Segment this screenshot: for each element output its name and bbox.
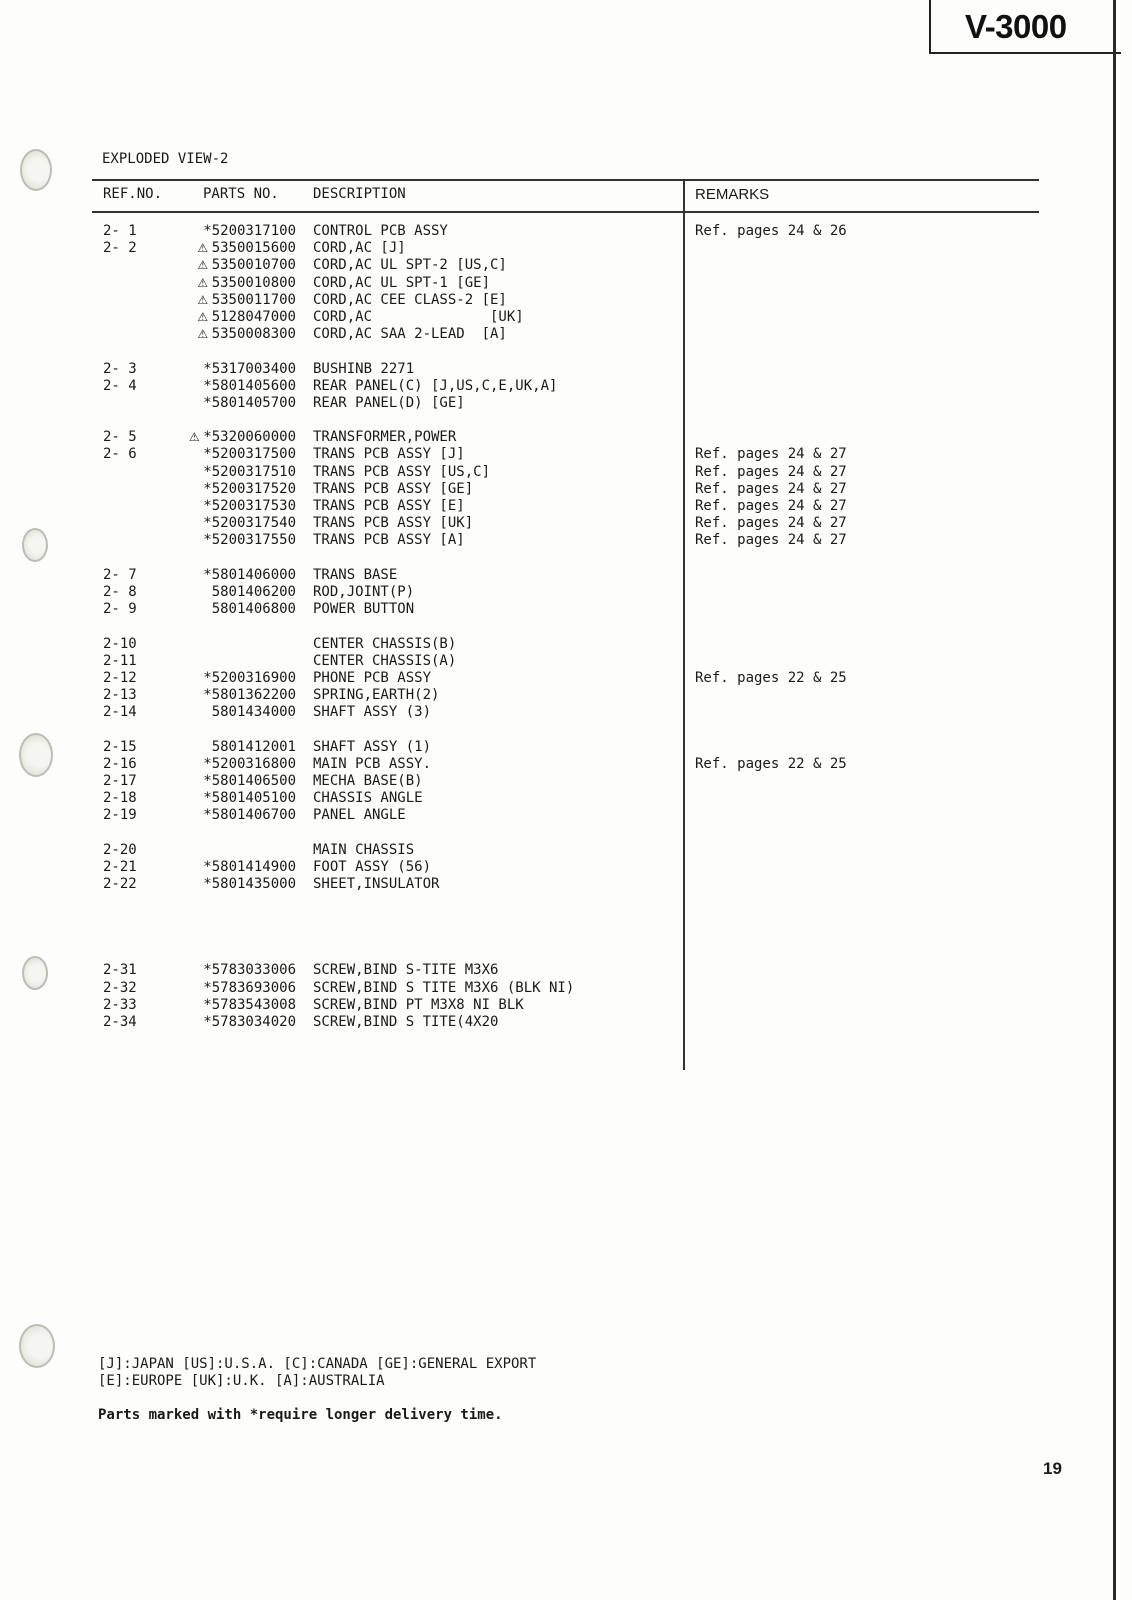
table-row [0, 464, 1132, 481]
ref-no: 2-32 [103, 979, 137, 996]
part-description: BUSHINB 2271 [313, 360, 415, 377]
ref-no: 2- 9 [103, 601, 137, 618]
binder-hole [19, 1324, 55, 1368]
region-legend [98, 1356, 536, 1390]
remarks: Ref. pages 24 & 27 [695, 463, 847, 480]
table-row [0, 876, 1132, 893]
part-description: SPRING,EARTH(2) [313, 687, 440, 704]
part-description: TRANS PCB ASSY [E] [313, 498, 465, 514]
ref-no: 2-17 [103, 773, 137, 789]
table-row [0, 395, 1132, 412]
part-number: *5801406500 [203, 773, 296, 789]
table-row [0, 1014, 1132, 1031]
part-description: REAR PANEL(C) [J,US,C,E,UK,A] [313, 377, 558, 394]
table-row [0, 653, 1132, 670]
part-number: 5350010700 [211, 257, 296, 274]
model-title: V-3000 [965, 8, 1067, 45]
part-number: *5200316800 [203, 755, 296, 772]
part-number: *5801406000 [203, 566, 296, 583]
ref-no: 2-18 [103, 790, 137, 807]
ref-no: 2-16 [103, 755, 137, 772]
part-number: *5200317540 [203, 515, 296, 532]
part-description: CORD,AC UL SPT-1 [GE] [313, 274, 491, 291]
table-row [0, 807, 1132, 824]
part-number: *5801362200 [203, 687, 296, 704]
part-number: *5200317520 [203, 480, 296, 497]
part-description: POWER BUTTON [313, 601, 415, 618]
remarks: Ref. pages 22 & 25 [695, 755, 847, 772]
table-row [0, 378, 1132, 395]
part-number: 5350008300 [211, 326, 296, 343]
part-number: 5350015600 [211, 240, 296, 257]
table-row [0, 739, 1132, 756]
part-number: *5783034020 [203, 1013, 296, 1030]
part-description: CENTER CHASSIS(B) [313, 635, 457, 652]
part-description: SCREW,BIND S TITE(4X20 [313, 1013, 499, 1030]
ref-no: 2- 8 [103, 583, 137, 600]
ref-no: 2-34 [103, 1013, 137, 1030]
header-remarks: REMARKS [695, 186, 770, 203]
part-description: CORD,AC [J] [313, 240, 406, 257]
remarks: Ref. pages 24 & 27 [695, 446, 847, 463]
part-description: TRANS PCB ASSY [US,C] [313, 463, 491, 480]
remarks: Ref. pages 24 & 27 [695, 498, 847, 514]
table-row [0, 773, 1132, 790]
safety-warning-icon: ⚠ [197, 275, 209, 290]
part-description: TRANS PCB ASSY [A] [313, 532, 465, 549]
safety-warning-icon: ⚠ [197, 258, 209, 273]
ref-no: 2-22 [103, 876, 137, 893]
part-number: *5200317550 [203, 532, 296, 549]
header-description: DESCRIPTION [313, 186, 406, 202]
part-number: *5801405100 [203, 790, 296, 807]
table-row [0, 670, 1132, 687]
ref-no: 2-14 [103, 704, 137, 721]
safety-warning-icon: ⚠ [197, 241, 209, 256]
table-top-rule [92, 179, 1039, 181]
table-row [0, 601, 1132, 618]
ref-no: 2-20 [103, 841, 137, 858]
part-description: MAIN CHASSIS [313, 841, 415, 858]
part-number: *5200317530 [203, 498, 296, 514]
part-number: *5801405600 [203, 377, 296, 394]
part-number: 5801434000 [211, 704, 296, 721]
part-number: 5350011700 [211, 291, 296, 308]
remarks: Ref. pages 24 & 27 [695, 480, 847, 497]
section-title: EXPLODED VIEW-2 [102, 151, 229, 167]
table-row [0, 584, 1132, 601]
part-number: *5200317100 [203, 223, 296, 239]
remarks: Ref. pages 24 & 27 [695, 515, 847, 532]
part-description: PANEL ANGLE [313, 807, 406, 824]
table-row [0, 567, 1132, 584]
page-number: 19 [1043, 1459, 1062, 1478]
part-description: TRANSFORMER,POWER [313, 429, 457, 446]
part-description: SCREW,BIND S TITE M3X6 (BLK NI) [313, 979, 575, 996]
part-number: 5128047000 [211, 308, 296, 325]
table-row [0, 446, 1132, 463]
table-row [0, 704, 1132, 721]
part-description: SCREW,BIND PT M3X8 NI BLK [313, 996, 524, 1013]
part-number: *5200316900 [203, 669, 296, 686]
table-row [0, 532, 1132, 549]
ref-no: 2- 3 [103, 360, 137, 377]
part-number: *5200317500 [203, 446, 296, 463]
table-row [0, 515, 1132, 532]
remarks: Ref. pages 24 & 26 [695, 223, 847, 239]
part-description: TRANS PCB ASSY [GE] [313, 480, 474, 497]
ref-no: 2-13 [103, 687, 137, 704]
part-description: MAIN PCB ASSY. [313, 755, 432, 772]
ref-no: 2-33 [103, 996, 137, 1013]
part-number: *5783543008 [203, 996, 296, 1013]
ref-no: 2-15 [103, 738, 137, 755]
part-description: MECHA BASE(B) [313, 773, 423, 789]
parts-table-body [0, 223, 1132, 1031]
header-ref-no: REF.NO. [103, 186, 163, 202]
part-number: *5801414900 [203, 858, 296, 875]
table-row [0, 842, 1132, 859]
table-row [0, 257, 1132, 274]
ref-no: 2- 1 [103, 223, 137, 239]
table-row [0, 687, 1132, 704]
table-row [0, 980, 1132, 997]
table-row [0, 997, 1132, 1014]
table-row [0, 756, 1132, 773]
part-number: 5801406800 [211, 601, 296, 618]
table-row [0, 309, 1132, 326]
table-row [0, 275, 1132, 292]
ref-no: 2- 5 [103, 429, 137, 446]
table-header-rule [92, 211, 1039, 213]
delivery-note: Parts marked with *require longer delivery time. [98, 1407, 503, 1423]
part-description: SCREW,BIND S-TITE M3X6 [313, 962, 499, 979]
ref-no: 2- 4 [103, 377, 137, 394]
part-number: *5801435000 [203, 876, 296, 893]
table-row [0, 429, 1132, 446]
part-description: FOOT ASSY (56) [313, 858, 432, 875]
legend-line-1: [J]:JAPAN [US]:U.S.A. [C]:CANADA [GE]:GENERAL EXPORT [98, 1356, 537, 1372]
table-row [0, 361, 1132, 378]
ref-no: 2- 6 [103, 446, 137, 463]
table-row [0, 481, 1132, 498]
part-description: TRANS BASE [313, 566, 398, 583]
part-number: *5783033006 [203, 962, 296, 979]
remarks: Ref. pages 24 & 27 [695, 532, 847, 549]
part-number: *5801405700 [203, 394, 296, 411]
header-parts-no: PARTS NO. [203, 186, 279, 202]
table-row [0, 790, 1132, 807]
table-row [0, 859, 1132, 876]
part-description: TRANS PCB ASSY [UK] [313, 515, 474, 532]
part-description: PHONE PCB ASSY [313, 669, 432, 686]
part-description: SHAFT ASSY (1) [313, 738, 432, 755]
table-row [0, 326, 1132, 343]
table-row [0, 240, 1132, 257]
part-description: REAR PANEL(D) [GE] [313, 394, 465, 411]
binder-hole [20, 149, 52, 191]
ref-no: 2-10 [103, 635, 137, 652]
part-description: CONTROL PCB ASSY [313, 223, 448, 239]
part-number: 5801412001 [211, 738, 296, 755]
part-description: CORD,AC SAA 2-LEAD [A] [313, 326, 507, 343]
remarks: Ref. pages 22 & 25 [695, 669, 847, 686]
ref-no: 2-12 [103, 669, 137, 686]
part-number: *5320060000 [203, 429, 296, 446]
part-description: CORD,AC [UK] [313, 308, 524, 325]
table-row [0, 498, 1132, 515]
table-row [0, 223, 1132, 240]
legend-line-2: [E]:EUROPE [UK]:U.K. [A]:AUSTRALIA [98, 1373, 385, 1389]
part-number: *5801406700 [203, 807, 296, 824]
part-description: CORD,AC UL SPT-2 [US,C] [313, 257, 507, 274]
ref-no: 2-19 [103, 807, 137, 824]
part-description: CORD,AC CEE CLASS-2 [E] [313, 291, 507, 308]
ref-no: 2-31 [103, 962, 137, 979]
part-description: SHEET,INSULATOR [313, 876, 440, 893]
part-description: CENTER CHASSIS(A) [313, 652, 457, 669]
part-number: *5200317510 [203, 463, 296, 480]
part-description: CHASSIS ANGLE [313, 790, 423, 807]
part-description: ROD,JOINT(P) [313, 583, 415, 600]
ref-no: 2-11 [103, 652, 137, 669]
ref-no: 2-21 [103, 858, 137, 875]
ref-no: 2- 2 [103, 240, 137, 257]
table-row [0, 962, 1132, 979]
table-row [0, 292, 1132, 309]
safety-warning-icon: ⚠ [197, 327, 209, 342]
table-row [0, 636, 1132, 653]
part-number: *5783693006 [203, 979, 296, 996]
part-number: *5317003400 [203, 360, 296, 377]
part-number: 5801406200 [211, 583, 296, 600]
safety-warning-icon: ⚠ [188, 430, 200, 445]
part-description: SHAFT ASSY (3) [313, 704, 432, 721]
ref-no: 2- 7 [103, 566, 137, 583]
safety-warning-icon: ⚠ [197, 309, 209, 324]
part-number: 5350010800 [211, 274, 296, 291]
part-description: TRANS PCB ASSY [J] [313, 446, 465, 463]
safety-warning-icon: ⚠ [197, 292, 209, 307]
